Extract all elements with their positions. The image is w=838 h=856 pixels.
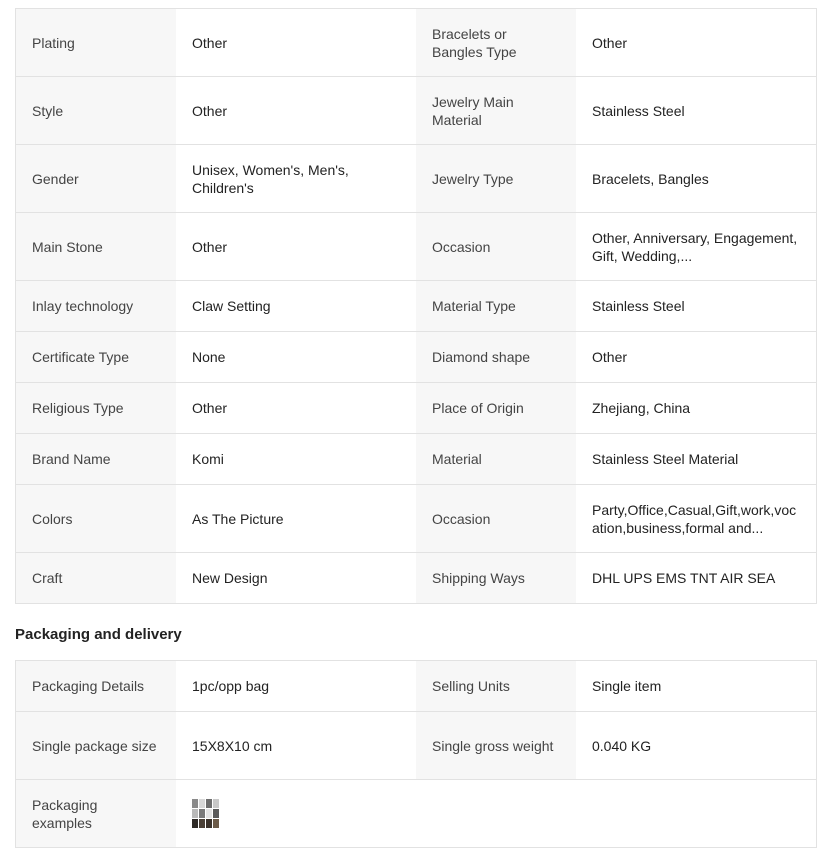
attribute-key: Certificate Type [16,332,177,383]
attribute-value: Stainless Steel [576,77,817,145]
packaging-row [16,780,817,848]
attribute-value: Bracelets, Bangles [576,145,817,213]
attribute-value: Other [176,213,416,281]
attribute-value: Stainless Steel [576,281,817,332]
attribute-key: Selling Units [416,661,576,712]
attribute-key: Inlay technology [16,281,177,332]
attribute-value: Unisex, Women's, Men's, Children's [176,145,416,213]
attribute-key: Shipping Ways [416,553,576,604]
attribute-value: 15X8X10 cm [176,712,416,780]
attribute-key: Diamond shape [416,332,576,383]
attribute-value: Other [176,383,416,434]
attribute-key: Jewelry Type [416,145,576,213]
attribute-value: Single item [576,661,817,712]
attribute-value: Other [176,9,416,77]
packaging-section-title: Packaging and delivery [15,626,182,643]
attribute-value: New Design [176,553,416,604]
attribute-key: Occasion [416,213,576,281]
packaging-examples-cell [176,780,817,848]
attribute-key: Plating [16,9,177,77]
attribute-key: Style [16,77,177,145]
attribute-row [16,485,817,553]
attribute-value: Other [176,77,416,145]
attribute-value: Stainless Steel Material [576,434,817,485]
attribute-value: Party,Office,Casual,Gift,work,vocation,business,formal and... [592,501,797,536]
attribute-key: Single package size [16,712,177,780]
packaging-photo-thumbnail-icon[interactable] [192,799,219,828]
attribute-row [16,281,817,332]
attribute-row [16,383,817,434]
attribute-value: Other [576,9,817,77]
attribute-key: Gender [16,145,177,213]
attribute-key: Single gross weight [416,712,576,780]
attribute-row [16,145,817,213]
attribute-value: None [176,332,416,383]
packaging-table [15,660,817,848]
attribute-value: Zhejiang, China [576,383,817,434]
attribute-key: Packaging examples [16,780,177,848]
attribute-key: Occasion [416,485,576,553]
attribute-value-cell [576,213,817,281]
attribute-value: DHL UPS EMS TNT AIR SEA [576,553,817,604]
attribute-row [16,213,817,281]
attribute-row [16,77,817,145]
attribute-row [16,332,817,383]
attribute-row [16,553,817,604]
attribute-key: Material [416,434,576,485]
attribute-value: Claw Setting [176,281,416,332]
attribute-key: Place of Origin [416,383,576,434]
attribute-value: 0.040 KG [576,712,817,780]
attribute-row [16,434,817,485]
attribute-key: Craft [16,553,177,604]
attribute-key: Packaging Details [16,661,177,712]
attribute-key: Jewelry Main Material [416,77,576,145]
attribute-value: Other [576,332,817,383]
attribute-key: Bracelets or Bangles Type [416,9,576,77]
attribute-key: Religious Type [16,383,177,434]
packaging-row [16,712,817,780]
attribute-row [16,9,817,77]
packaging-row [16,661,817,712]
attributes-table [15,8,817,604]
attribute-value: Other, Anniversary, Engagement, Gift, Wedding,... [592,229,798,264]
attribute-value: Komi [176,434,416,485]
attribute-key: Main Stone [16,213,177,281]
attribute-key: Brand Name [16,434,177,485]
attribute-value-cell [576,485,817,553]
attribute-value: As The Picture [176,485,416,553]
attribute-key: Material Type [416,281,576,332]
attribute-value: 1pc/opp bag [176,661,416,712]
attribute-key: Colors [16,485,177,553]
